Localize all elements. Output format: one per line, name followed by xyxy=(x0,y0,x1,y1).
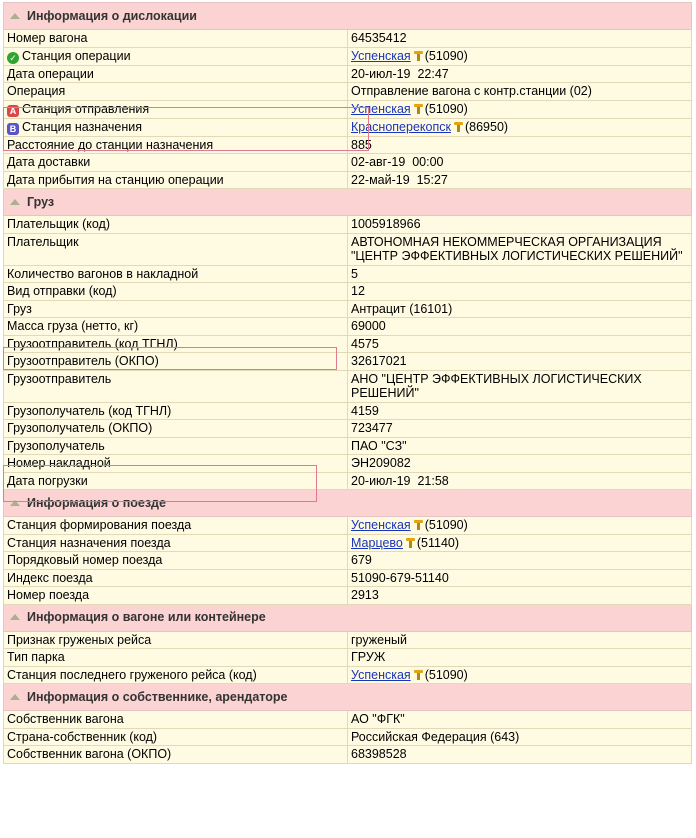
row-loaded xyxy=(4,631,692,649)
dislocation-panel xyxy=(3,2,692,764)
field-value: 51090-679-51140 xyxy=(348,569,692,587)
station-link[interactable]: Успенская xyxy=(351,518,411,532)
row-form-station xyxy=(4,517,692,535)
field-label: Станция назначения xyxy=(22,119,142,134)
row-country xyxy=(4,728,692,746)
field-value: АВТОНОМНАЯ НЕКОММЕРЧЕСКАЯ ОРГАНИЗАЦИЯ "ЦЕНТР ЭФФЕКТИВНЫХ ЛОГИСТИЧЕСКИХ РЕШЕНИЙ" xyxy=(348,233,692,265)
collapse-triangle-icon[interactable] xyxy=(10,694,20,700)
station-pin-icon[interactable] xyxy=(414,520,423,530)
field-label: Расстояние до станции назначения xyxy=(4,136,348,154)
row-shipper xyxy=(4,370,692,402)
field-value: 68398528 xyxy=(348,746,692,764)
row-seq-no xyxy=(4,552,692,570)
row-wagon-no xyxy=(4,30,692,48)
row-op-station xyxy=(4,47,692,65)
station-pin-icon[interactable] xyxy=(454,122,463,132)
section-header-dislocation[interactable] xyxy=(4,3,692,30)
field-label: Плательщик xyxy=(4,233,348,265)
field-label: Номер вагона xyxy=(4,30,348,48)
section-header-owner[interactable] xyxy=(4,684,692,711)
field-label: Станция последнего груженого рейса (код) xyxy=(4,666,348,684)
station-code: (51090) xyxy=(424,101,468,116)
field-label: Дата погрузки xyxy=(4,472,348,490)
row-load-date xyxy=(4,472,692,490)
field-label: Грузополучатель xyxy=(4,437,348,455)
point-a-icon: A xyxy=(7,105,19,117)
field-label: Груз xyxy=(4,300,348,318)
field-value: 32617021 xyxy=(348,353,692,371)
station-pin-icon[interactable] xyxy=(414,51,423,61)
section-title: Информация о дислокации xyxy=(27,8,197,23)
field-label: Собственник вагона xyxy=(4,711,348,729)
row-op-date xyxy=(4,65,692,83)
station-code: (86950) xyxy=(464,119,509,134)
row-arrival-date xyxy=(4,171,692,189)
station-code: (51140) xyxy=(416,535,460,550)
section-header-train[interactable] xyxy=(4,490,692,517)
field-value: 1005918966 xyxy=(348,216,692,234)
field-label: Дата доставки xyxy=(4,154,348,172)
row-delivery-date xyxy=(4,154,692,172)
station-link[interactable]: Красноперекопск xyxy=(351,119,451,134)
field-label: Тип парка xyxy=(4,649,348,667)
row-last-loaded-station xyxy=(4,666,692,684)
field-label: Количество вагонов в накладной xyxy=(4,265,348,283)
field-value: 64535412 xyxy=(348,30,692,48)
row-dest-station xyxy=(4,118,692,136)
collapse-triangle-icon[interactable] xyxy=(10,13,20,19)
field-label: Грузоотправитель xyxy=(4,370,348,402)
field-label: Плательщик (код) xyxy=(4,216,348,234)
row-distance xyxy=(4,136,692,154)
field-value: ПАО "СЗ" xyxy=(348,437,692,455)
point-b-icon: B xyxy=(7,123,19,135)
field-label: Станция операции xyxy=(22,48,131,63)
field-value: 02-авг-19 00:00 xyxy=(348,154,692,172)
section-header-wagon[interactable] xyxy=(4,604,692,631)
field-label: Номер поезда xyxy=(4,587,348,605)
field-label: Грузоотправитель (код ТГНЛ) xyxy=(4,335,348,353)
field-value: АНО "ЦЕНТР ЭФФЕКТИВНЫХ ЛОГИСТИЧЕСКИХ РЕШЕНИЙ" xyxy=(348,370,692,402)
station-pin-icon[interactable] xyxy=(414,104,423,114)
field-value: 2913 xyxy=(348,587,692,605)
field-value: 12 xyxy=(348,283,692,301)
station-link[interactable]: Успенская xyxy=(351,667,411,682)
section-title: Информация о собственнике, арендаторе xyxy=(27,689,288,704)
field-value: 69000 xyxy=(348,318,692,336)
field-label: Станция отправления xyxy=(22,101,150,116)
field-value: 4575 xyxy=(348,335,692,353)
station-code: (51090) xyxy=(424,48,468,63)
field-label: Масса груза (нетто, кг) xyxy=(4,318,348,336)
field-label: Дата операции xyxy=(4,65,348,83)
check-icon: ✓ xyxy=(7,52,19,64)
field-label: Грузополучатель (код ТГНЛ) xyxy=(4,402,348,420)
field-value: ГРУЖ xyxy=(348,649,692,667)
section-header-cargo[interactable] xyxy=(4,189,692,216)
row-payer xyxy=(4,233,692,265)
field-value: ЭН209082 xyxy=(348,455,692,473)
collapse-triangle-icon[interactable] xyxy=(10,500,20,506)
station-code: (51090) xyxy=(424,518,468,532)
field-label: Станция формирования поезда xyxy=(4,517,348,535)
row-shipment-type xyxy=(4,283,692,301)
field-value: 22-май-19 15:27 xyxy=(348,171,692,189)
row-train-dest-station xyxy=(4,534,692,552)
station-pin-icon[interactable] xyxy=(406,538,415,548)
field-label: Номер накладной xyxy=(4,455,348,473)
field-value: 723477 xyxy=(348,420,692,438)
section-title: Информация о поезде xyxy=(27,495,166,510)
field-value: 5 xyxy=(348,265,692,283)
section-title: Информация о вагоне или контейнере xyxy=(27,610,266,625)
row-owner xyxy=(4,711,692,729)
field-label: Вид отправки (код) xyxy=(4,283,348,301)
field-label: Грузополучатель (ОКПО) xyxy=(4,420,348,438)
field-value: Отправление вагона с контр.станции (02) xyxy=(348,83,692,101)
row-cargo xyxy=(4,300,692,318)
row-wagons-count xyxy=(4,265,692,283)
field-label: Признак груженых рейса xyxy=(4,631,348,649)
field-label: Операция xyxy=(4,83,348,101)
collapse-triangle-icon[interactable] xyxy=(10,199,20,205)
field-label: Грузоотправитель (ОКПО) xyxy=(4,353,348,371)
section-title: Груз xyxy=(27,194,55,209)
field-value: 20-июл-19 22:47 xyxy=(348,65,692,83)
field-value: Антрацит (16101) xyxy=(348,300,692,318)
collapse-triangle-icon[interactable] xyxy=(10,614,20,620)
field-value: груженый xyxy=(348,631,692,649)
row-train-number xyxy=(4,587,692,605)
station-pin-icon[interactable] xyxy=(414,670,423,680)
field-value: 4159 xyxy=(348,402,692,420)
row-park-type xyxy=(4,649,692,667)
row-payer-code xyxy=(4,216,692,234)
field-label: Страна-собственник (код) xyxy=(4,728,348,746)
row-shipper-tgnl xyxy=(4,335,692,353)
field-value: 679 xyxy=(348,552,692,570)
row-owner-okpo xyxy=(4,746,692,764)
row-waybill xyxy=(4,455,692,473)
row-train-index xyxy=(4,569,692,587)
station-code: (51090) xyxy=(424,667,468,682)
station-link[interactable]: Успенская xyxy=(351,101,411,116)
row-consignee-tgnl xyxy=(4,402,692,420)
row-consignee xyxy=(4,437,692,455)
field-label: Порядковый номер поезда xyxy=(4,552,348,570)
field-value: Российская Федерация (643) xyxy=(348,728,692,746)
field-label: Индекс поезда xyxy=(4,569,348,587)
row-consignee-okpo xyxy=(4,420,692,438)
field-label: Дата прибытия на станцию операции xyxy=(4,171,348,189)
row-weight xyxy=(4,318,692,336)
field-value: АО "ФГК" xyxy=(348,711,692,729)
field-value: 885 xyxy=(348,136,692,154)
field-label: Собственник вагона (ОКПО) xyxy=(4,746,348,764)
row-shipper-okpo xyxy=(4,353,692,371)
info-table xyxy=(3,2,692,764)
field-value: 20-июл-19 21:58 xyxy=(348,472,692,490)
row-operation xyxy=(4,83,692,101)
row-depart-station xyxy=(4,100,692,118)
field-label: Станция назначения поезда xyxy=(4,534,348,552)
station-link[interactable]: Успенская xyxy=(351,48,411,63)
station-link[interactable]: Марцево xyxy=(351,535,403,550)
